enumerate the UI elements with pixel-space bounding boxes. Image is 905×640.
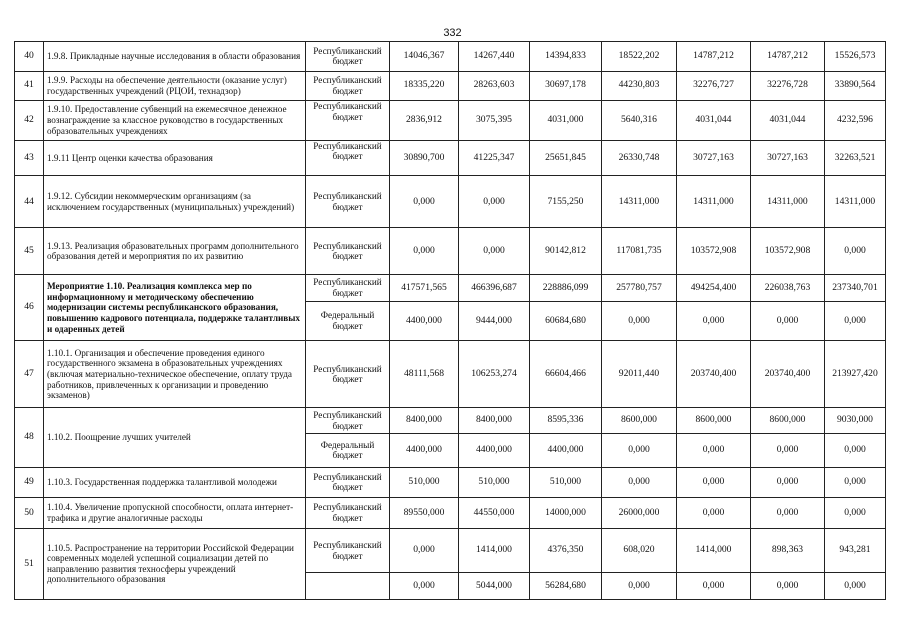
value-cell: 0,000 [751,301,825,341]
value-cell: 14311,000 [677,176,751,228]
value-cell: 56284,680 [530,573,602,600]
table-row [15,140,886,176]
page-number: 332 [443,27,462,39]
value-cell: 0,000 [825,467,886,498]
value-cell: 14000,000 [530,498,602,529]
value-cell: 898,363 [751,528,825,573]
value-cell: 0,000 [825,498,886,529]
value-cell: 9444,000 [459,301,530,341]
value-cell: 203740,400 [751,341,825,408]
value-cell: 15526,573 [825,42,886,72]
value-cell: 4376,350 [530,528,602,573]
value-cell: 510,000 [459,467,530,498]
description-cell: 1.9.11 Центр оценки качества образования [44,140,306,176]
value-cell: 18522,202 [602,42,677,72]
value-cell: 90142,812 [530,228,602,275]
row-number-cell: 41 [15,71,44,101]
value-cell: 14267,440 [459,42,530,72]
value-cell: 14311,000 [602,176,677,228]
value-cell: 66604,466 [530,341,602,408]
value-cell: 0,000 [602,467,677,498]
value-cell: 0,000 [825,433,886,467]
value-cell: 14787,212 [751,42,825,72]
funding-source-cell: Республиканский бюджет [306,408,390,433]
value-cell: 466396,687 [459,275,530,301]
value-cell: 5044,000 [459,573,530,600]
value-cell: 417571,565 [390,275,459,301]
value-cell: 0,000 [459,228,530,275]
value-cell: 0,000 [825,301,886,341]
value-cell: 4400,000 [530,433,602,467]
value-cell: 44550,000 [459,498,530,529]
value-cell: 0,000 [677,467,751,498]
row-number-cell: 51 [15,528,44,599]
value-cell: 89550,000 [390,498,459,529]
value-cell: 32276,727 [677,71,751,101]
value-cell: 4400,000 [459,433,530,467]
value-cell: 0,000 [390,528,459,573]
row-number-cell: 50 [15,498,44,529]
value-cell: 0,000 [602,301,677,341]
table-row [15,498,886,529]
value-cell: 203740,400 [677,341,751,408]
value-cell: 4031,044 [677,101,751,141]
value-cell: 0,000 [677,498,751,529]
description-cell: 1.9.10. Предоставление субвенций на ежемесячное денежное вознаграждение за классное руководство в государственных образовательных учреждениях [44,101,306,141]
value-cell: 26330,748 [602,140,677,176]
row-number-cell: 42 [15,101,44,141]
value-cell: 4031,044 [751,101,825,141]
value-cell: 228886,099 [530,275,602,301]
table-row [15,71,886,101]
funding-source-cell: Республиканский бюджет [306,101,390,141]
value-cell: 32263,521 [825,140,886,176]
funding-source-cell: Республиканский бюджет [306,341,390,408]
value-cell: 14394,833 [530,42,602,72]
funding-source-cell: Республиканский бюджет [306,228,390,275]
value-cell: 117081,735 [602,228,677,275]
value-cell: 0,000 [390,573,459,600]
row-number-cell: 43 [15,140,44,176]
value-cell: 103572,908 [677,228,751,275]
value-cell: 26000,000 [602,498,677,529]
value-cell: 8600,000 [677,408,751,433]
value-cell: 41225,347 [459,140,530,176]
row-number-cell: 45 [15,228,44,275]
value-cell: 608,020 [602,528,677,573]
table-row [15,176,886,228]
funding-source-cell: Республиканский бюджет [306,71,390,101]
value-cell: 226038,763 [751,275,825,301]
funding-source-cell: Республиканский бюджет [306,528,390,573]
value-cell: 213927,420 [825,341,886,408]
value-cell: 8595,336 [530,408,602,433]
value-cell: 8600,000 [751,408,825,433]
table-row [15,408,886,433]
value-cell: 9030,000 [825,408,886,433]
funding-source-cell [306,573,390,600]
description-cell: 1.9.8. Прикладные научные исследования в области образования [44,42,306,72]
description-cell: 1.9.9. Расходы на обеспечение деятельности (оказание услуг) государственных учреждений (РЦОИ, технадзор) [44,71,306,101]
value-cell: 237340,701 [825,275,886,301]
value-cell: 106253,274 [459,341,530,408]
funding-source-cell: Республиканский бюджет [306,275,390,301]
description-cell: 1.10.5. Распространение на территории Российской Федерации современных моделей успешной социализации детей по направлению развития техносферы учреждений дополнительного образования [44,528,306,599]
value-cell: 32276,728 [751,71,825,101]
value-cell: 510,000 [390,467,459,498]
value-cell: 1414,000 [677,528,751,573]
value-cell: 0,000 [390,228,459,275]
value-cell: 48111,568 [390,341,459,408]
funding-source-cell: Федеральный бюджет [306,433,390,467]
value-cell: 0,000 [751,467,825,498]
value-cell: 0,000 [677,573,751,600]
table-row [15,341,886,408]
value-cell: 30890,700 [390,140,459,176]
value-cell: 8400,000 [390,408,459,433]
value-cell: 510,000 [530,467,602,498]
table-row [15,528,886,573]
description-cell: 1.9.12. Субсидии некоммерческим организациям (за исключением государственных (муниципальных) учреждений) [44,176,306,228]
value-cell: 0,000 [602,573,677,600]
value-cell: 943,281 [825,528,886,573]
value-cell: 25651,845 [530,140,602,176]
value-cell: 33890,564 [825,71,886,101]
table-row [15,42,886,72]
value-cell: 0,000 [459,176,530,228]
value-cell: 14311,000 [751,176,825,228]
value-cell: 494254,400 [677,275,751,301]
value-cell: 0,000 [825,228,886,275]
table-row [15,467,886,498]
value-cell: 0,000 [677,433,751,467]
value-cell: 4031,000 [530,101,602,141]
value-cell: 4400,000 [390,433,459,467]
value-cell: 7155,250 [530,176,602,228]
value-cell: 14311,000 [825,176,886,228]
value-cell: 103572,908 [751,228,825,275]
funding-source-cell: Республиканский бюджет [306,140,390,176]
value-cell: 60684,680 [530,301,602,341]
value-cell: 30727,163 [751,140,825,176]
description-cell: 1.10.1. Организация и обеспечение проведения единого государственного экзамена в образовательных учреждениях (включая материально-техническое обеспечение, оплату труда работников, привлеченных к организации и проведению экзаменов) [44,341,306,408]
description-cell: Мероприятие 1.10. Реализация комплекса мер по информационному и методическому обеспечению модернизации системы республиканского образования, повышению кадрового потенциала, поддержке талантливых и одаренных детей [44,275,306,341]
value-cell: 2836,912 [390,101,459,141]
description-cell: 1.10.2. Поощрение лучших учителей [44,408,306,467]
row-number-cell: 49 [15,467,44,498]
value-cell: 0,000 [825,573,886,600]
funding-source-cell: Республиканский бюджет [306,498,390,529]
description-cell: 1.9.13. Реализация образовательных программ дополнительного образования детей и мероприятия по их развитию [44,228,306,275]
value-cell: 14787,212 [677,42,751,72]
value-cell: 30727,163 [677,140,751,176]
value-cell: 3075,395 [459,101,530,141]
value-cell: 0,000 [602,433,677,467]
value-cell: 0,000 [751,573,825,600]
value-cell: 8600,000 [602,408,677,433]
row-number-cell: 46 [15,275,44,341]
value-cell: 0,000 [390,176,459,228]
row-number-cell: 44 [15,176,44,228]
funding-source-cell: Республиканский бюджет [306,176,390,228]
description-cell: 1.10.3. Государственная поддержка талантливой молодежи [44,467,306,498]
value-cell: 257780,757 [602,275,677,301]
budget-table [14,41,886,600]
row-number-cell: 47 [15,341,44,408]
value-cell: 8400,000 [459,408,530,433]
funding-source-cell: Республиканский бюджет [306,42,390,72]
value-cell: 4232,596 [825,101,886,141]
value-cell: 5640,316 [602,101,677,141]
row-number-cell: 48 [15,408,44,467]
value-cell: 4400,000 [390,301,459,341]
value-cell: 0,000 [751,433,825,467]
table-row [15,275,886,301]
row-number-cell: 40 [15,42,44,72]
table-row [15,228,886,275]
value-cell: 44230,803 [602,71,677,101]
value-cell: 30697,178 [530,71,602,101]
description-cell: 1.10.4. Увеличение пропускной способности, оплата интернет-трафика и другие аналогичные расходы [44,498,306,529]
value-cell: 0,000 [677,301,751,341]
value-cell: 1414,000 [459,528,530,573]
value-cell: 18335,220 [390,71,459,101]
value-cell: 0,000 [751,498,825,529]
funding-source-cell: Федеральный бюджет [306,301,390,341]
value-cell: 28263,603 [459,71,530,101]
table-row [15,101,886,141]
value-cell: 14046,367 [390,42,459,72]
value-cell: 92011,440 [602,341,677,408]
funding-source-cell: Республиканский бюджет [306,467,390,498]
